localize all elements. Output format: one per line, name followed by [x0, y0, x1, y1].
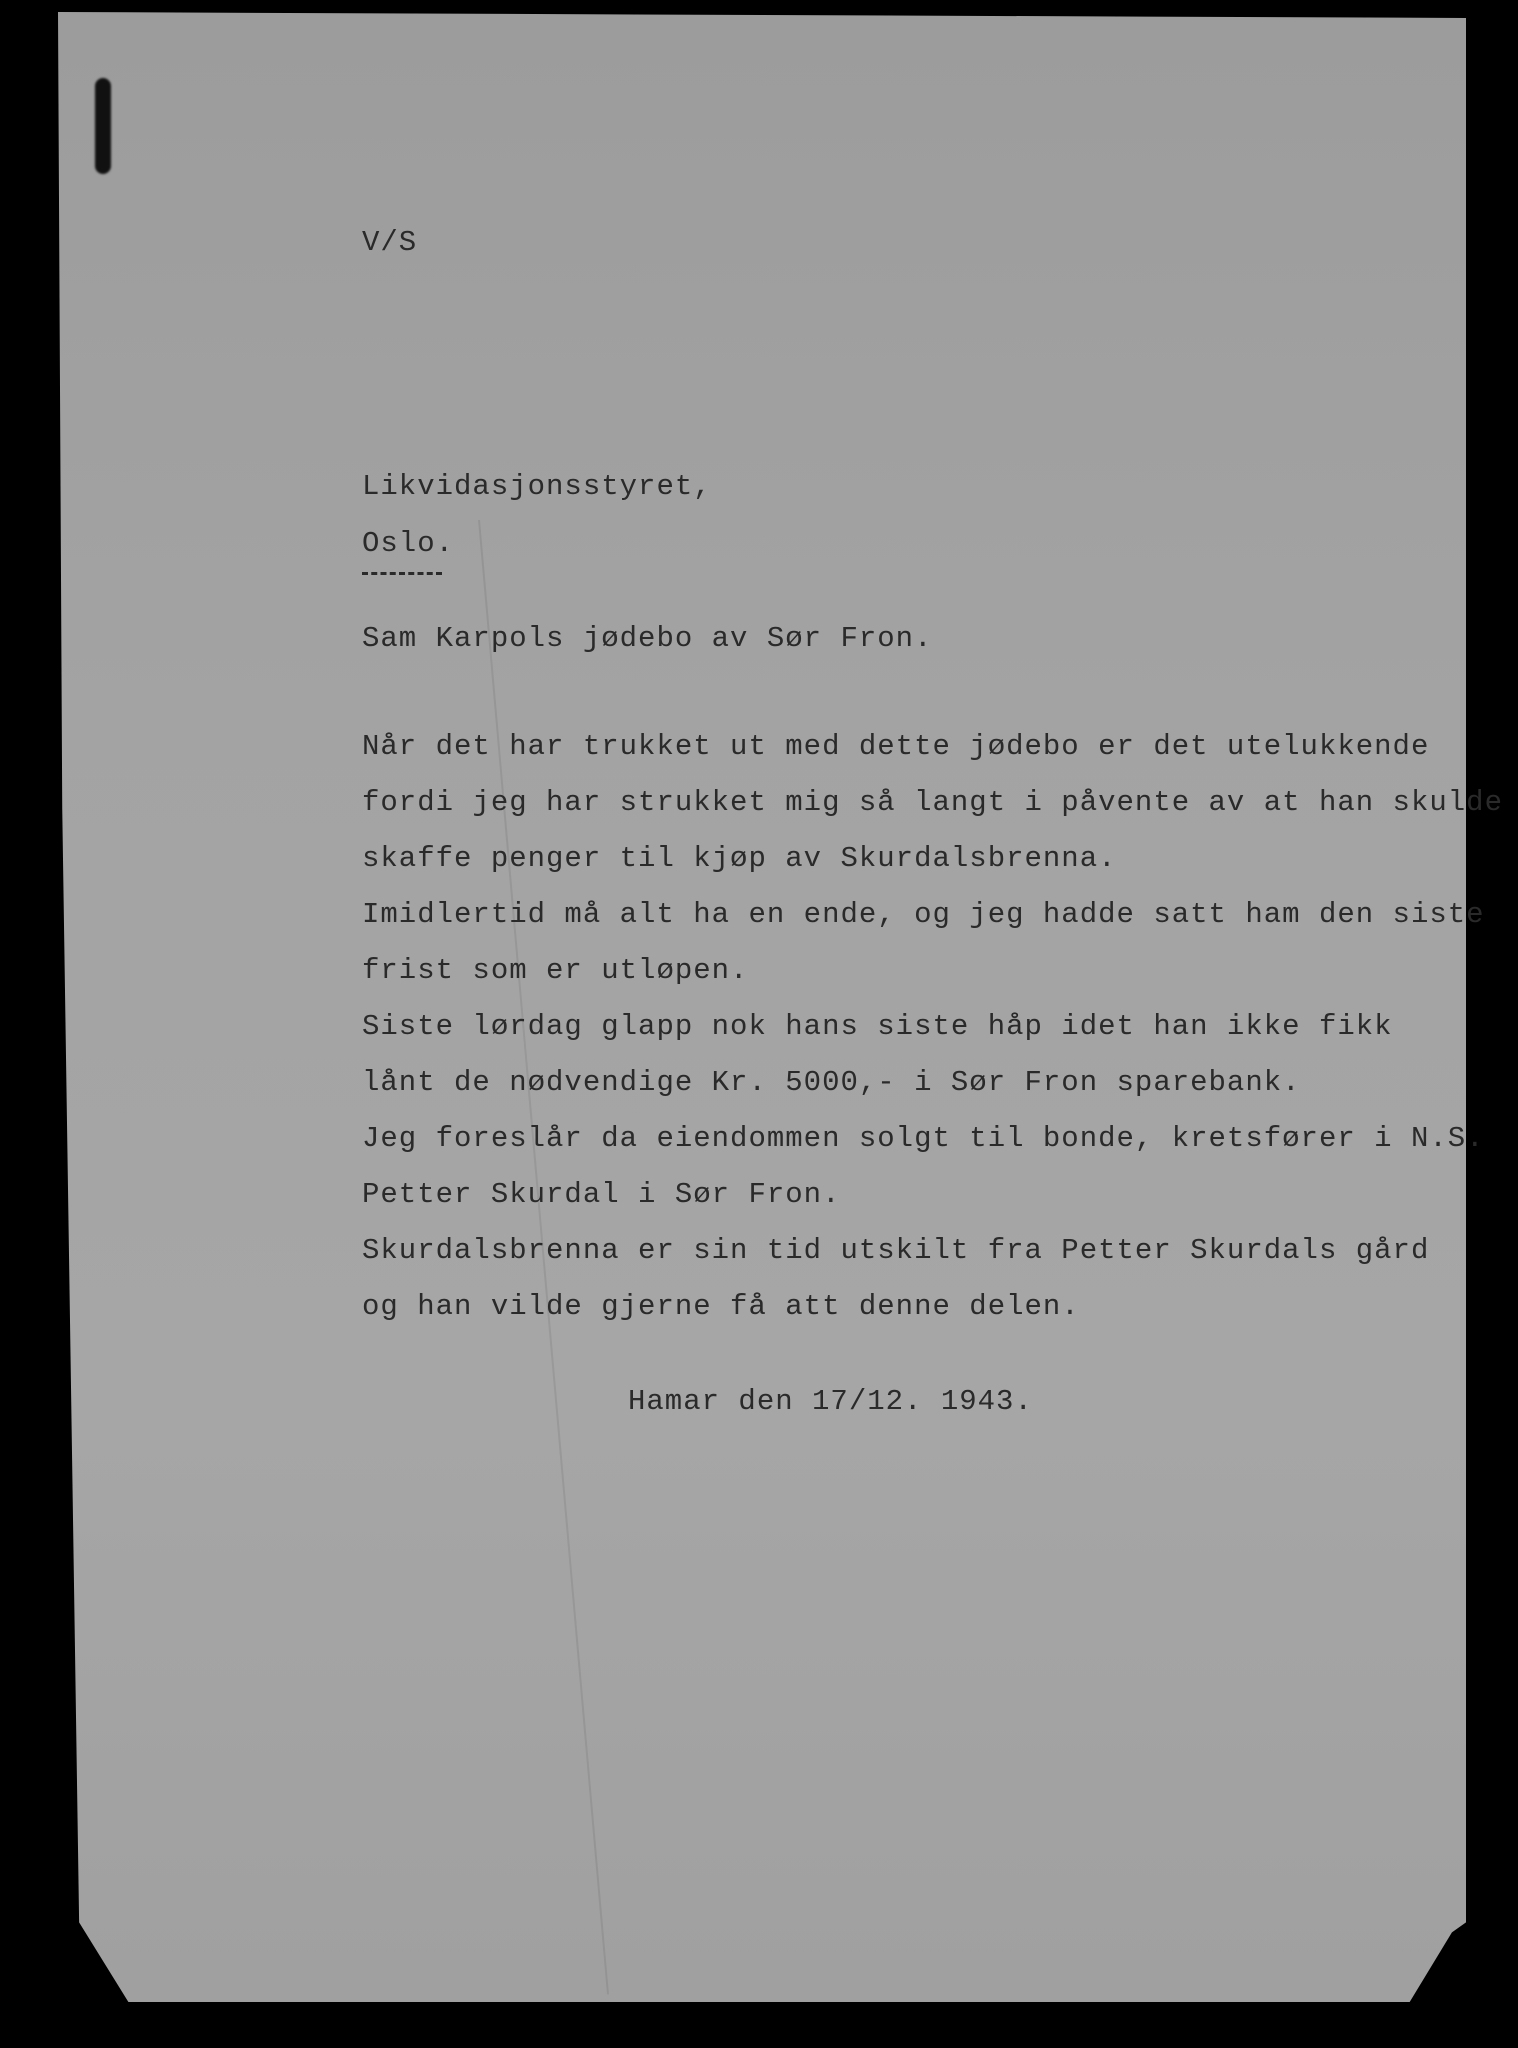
- body-line: Skurdalsbrenna er sin tid utskilt fra Petter Skurdals gård: [362, 1234, 1430, 1267]
- body-line: Imidlertid må alt ha en ende, og jeg hadde satt ham den siste: [362, 898, 1485, 931]
- body-line: og han vilde gjerne få att denne delen.: [362, 1290, 1080, 1323]
- letter-subject: Sam Karpols jødebo av Sør Fron.: [362, 622, 933, 655]
- reference-mark: V/S: [362, 226, 418, 259]
- body-line: frist som er utløpen.: [362, 954, 749, 987]
- recipient-city: Oslo.: [362, 527, 455, 560]
- body-line: fordi jeg har strukket mig så langt i påvente av at han skulde: [362, 786, 1503, 819]
- body-line: skaffe penger til kjøp av Skurdalsbrenna.: [362, 842, 1117, 875]
- body-line: Jeg foreslår da eiendommen solgt til bonde, kretsfører i N.S.: [362, 1122, 1485, 1155]
- body-line: Når det har trukket ut med dette jødebo er det utelukkende: [362, 730, 1430, 763]
- recipient-name: Likvidasjonsstyret,: [362, 470, 712, 503]
- city-underline: [362, 572, 442, 575]
- ink-blot: [95, 78, 111, 174]
- body-line: lånt de nødvendige Kr. 5000,- i Sør Fron sparebank.: [362, 1066, 1301, 1099]
- body-line: Siste lørdag glapp nok hans siste håp idet han ikke fikk: [362, 1010, 1393, 1043]
- paper-sheet: [58, 12, 1466, 2002]
- body-line: Petter Skurdal i Sør Fron.: [362, 1178, 841, 1211]
- place-and-date: Hamar den 17/12. 1943.: [628, 1385, 1033, 1418]
